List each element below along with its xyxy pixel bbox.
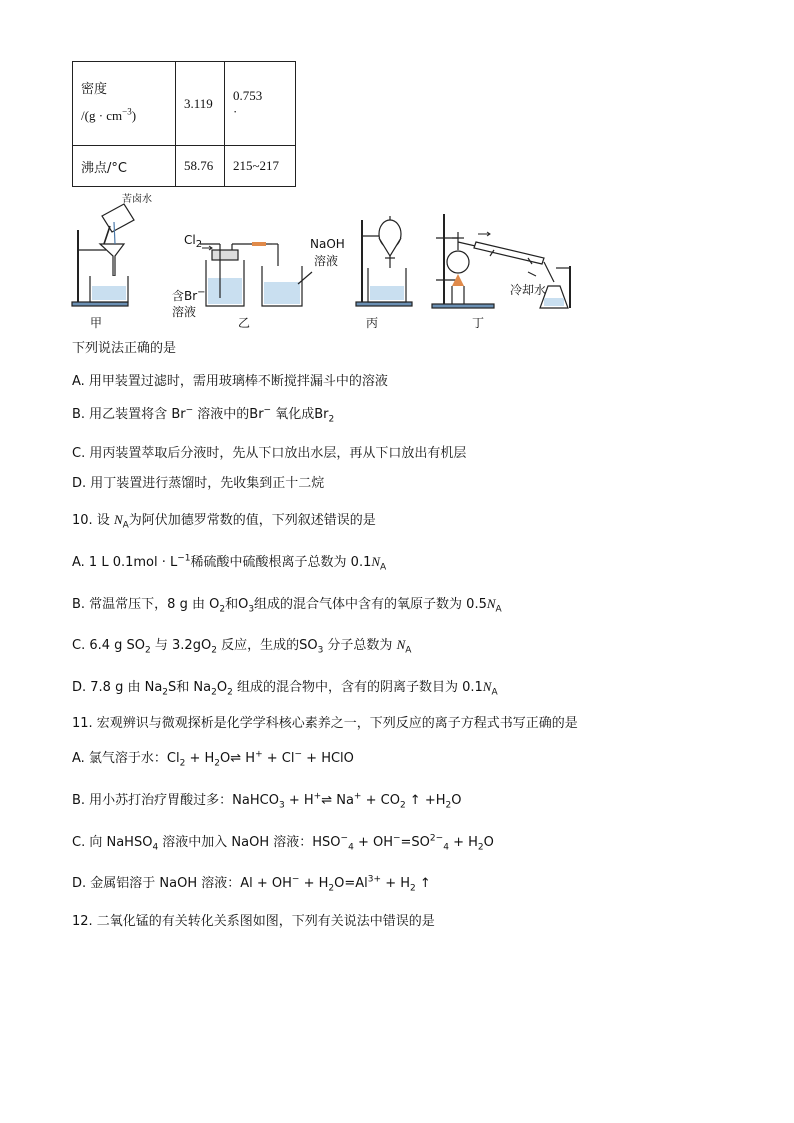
density-label-cell [73,62,176,146]
q11-stem: 11. 宏观辨识与微观探析是化学学科核心素养之一，下列反应的离子方程式书写正确的是 [72,716,578,731]
q10-option-a: A. 1 L $0.1mol \cdot L^{-1}$稀硫酸中硫酸根离子总数为 $0.1N_A$ [72,553,387,573]
label-jia: 甲 [90,316,103,330]
label-ding: 丁 [472,316,485,330]
q12-stem: 12. 二氧化锰的有关转化关系图如图，下列有关说法中错误的是 [72,914,435,929]
equilibrium-arrow-icon: ⇌ [230,751,242,766]
naoh-solution-label: 溶液 [314,254,339,268]
apparatus-ding [432,214,570,308]
br-solution-label-2: 溶液 [172,305,197,319]
table-row [73,146,296,187]
density-label: 密度 [81,82,108,97]
bp-label: 沸点/°C [73,146,176,187]
density-value-2: 0.753 [233,87,263,103]
q10-option-c: C. 6.4 g $SO_2$ 与 $3.2gO_2$ 反应，生成的$SO_3$ 分子总数为 $N_A$ [72,637,412,656]
q9-stem: 下列说法正确的是 [72,341,177,356]
naoh-label: NaOH [310,237,345,251]
q10-option-d: D. 7.8 g 由 $Na_2S$和 $Na_2O_2$ 组成的混合物中，含有的阴离子数目为 $0.1N_A$ [72,679,498,698]
br-solution-label: 含Br− [172,287,206,303]
apparatus-bing [356,216,412,306]
density-value-2-cell [225,62,296,146]
apparatus-jia [72,204,134,306]
q11-option-d: D. 金属铝溶于 NaOH 溶液：$Al + OH^- + H_2O=Al^{3+} + H_2$ ↑ [72,874,431,894]
density-unit: $/(g \cdot cm^{-3})$ [81,106,137,123]
q10-option-b: B. 常温常压下，8 g 由 $O_2$和$O_3$组成的混合气体中含有的氧原子数为 $0.5N_A$ [72,596,502,615]
cl2-label: $Cl_2$ [184,233,203,250]
apparatus-diagram [66,186,586,334]
bp-value-1: 58.76 [176,146,225,187]
density-value-2-mark: · [233,103,238,119]
label-yi: 乙 [238,316,251,330]
q9-option-d: D. 用丁装置进行蒸馏时，先收集到正十二烷 [72,476,325,491]
bittern-label: 苦卤水 [122,194,152,205]
q10-stem: 10. 设 $N_A$为阿伏加德罗常数的值，下列叙述错误的是 [72,512,376,531]
property-table [72,61,296,187]
equilibrium-arrow-icon: ⇌ [321,793,333,808]
bp-value-2: 215~217 [225,146,296,187]
q11-option-a: A. 氯气溶于水：$Cl_2$ + $H_2O\rightleftharpoons$ H+ + Cl− + HClO [72,749,354,769]
density-value-1: 3.119 [176,62,225,146]
q11-option-b: B. 用小苏打治疗胃酸过多：NaHCO$_3$ + H+⇌ $Na^+ + CO_2$ ↑ $+H_2O$ [72,791,462,811]
q9-option-b: B. 用乙装置将含 Br− 溶液中的Br− 氧化成$Br_2$ [72,405,335,425]
q9-option-c: C. 用丙装置萃取后分液时，先从下口放出水层，再从下口放出有机层 [72,446,467,461]
q11-option-c: C. 向 NaHSO$_4$ 溶液中加入 NaOH 溶液：$HSO^-_4 + OH^-=SO^{2-}_4 + H_2O$ [72,833,494,853]
label-bing: 丙 [366,316,379,330]
table-row [73,62,296,146]
cooling-water-label: 冷却水 [510,283,547,297]
gas-arrow-icon [202,246,212,250]
q9-option-a: A. 用甲装置过滤时，需用玻璃棒不断搅拌漏斗中的溶液 [72,374,388,389]
water-in-arrow-icon [478,232,490,236]
water-out-arrow-icon [528,272,536,276]
apparatus-yi [200,242,312,306]
